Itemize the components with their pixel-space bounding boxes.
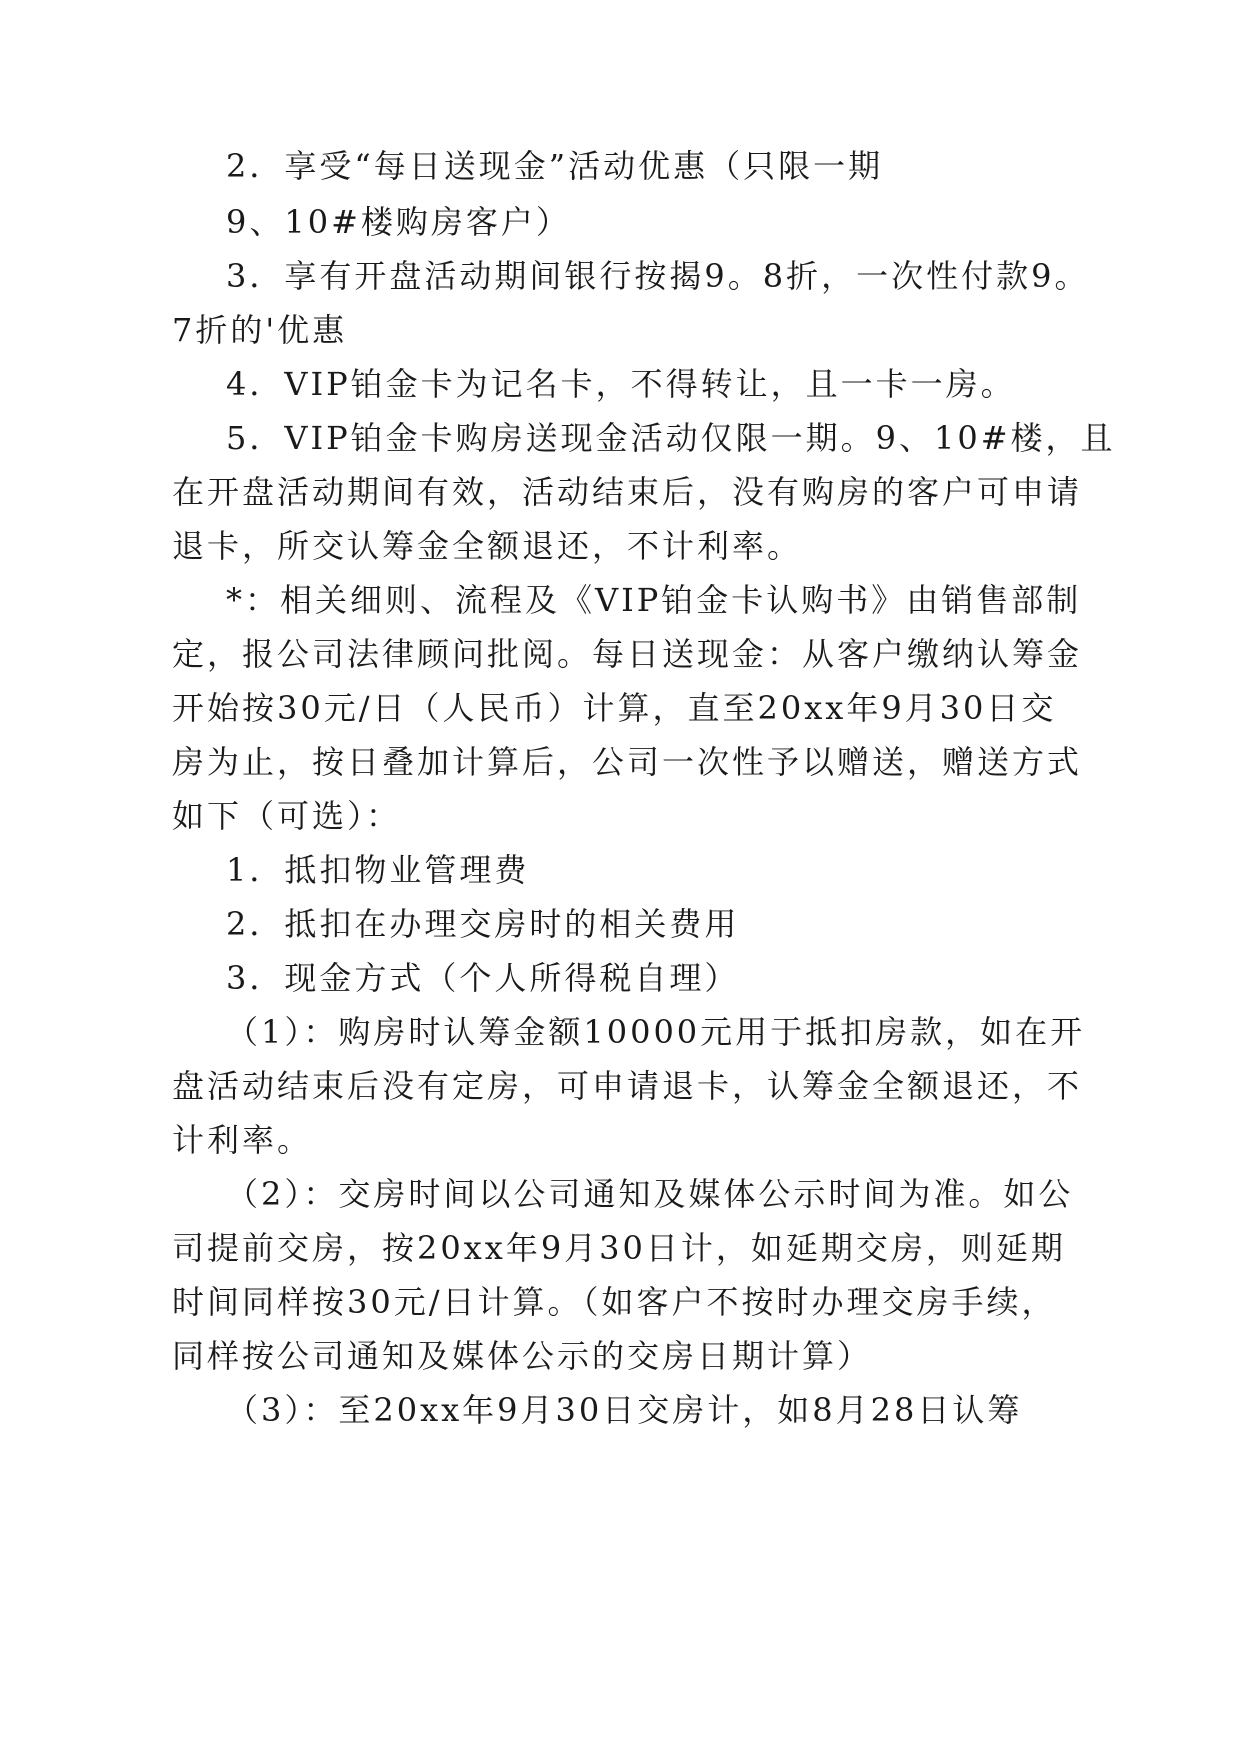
text-line: 司提前交房，按20xx年9月30日计，如延期交房，则延期	[172, 1229, 1066, 1267]
text-line: 房为止，按日叠加计算后，公司一次性予以赠送，赠送方式	[172, 743, 1083, 781]
text-line: 定，报公司法律顾问批阅。每日送现金：从客户缴纳认筹金	[172, 635, 1083, 673]
text-line: 开始按30元/日（人民币）计算，直至20xx年9月30日交	[172, 689, 1057, 727]
text-line: （3）：至20xx年9月30日交房计，如8月28日认筹	[226, 1391, 1023, 1429]
text-line: *：相关细则、流程及《VIP铂金卡认购书》由销售部制	[226, 581, 1082, 619]
text-line: 5．VIP铂金卡购房送现金活动仅限一期。9、10#楼，且	[226, 419, 1116, 457]
text-line: 7折的'优惠	[172, 311, 348, 349]
text-line: 时间同样按30元/日计算。（如客户不按时办理交房手续，	[172, 1283, 1057, 1321]
text-line: 计利率。	[172, 1121, 313, 1159]
text-line: （1）：购房时认筹金额10000元用于抵扣房款，如在开	[226, 1013, 1086, 1051]
text-line: 在开盘活动期间有效，活动结束后，没有购房的客户可申请	[172, 473, 1083, 511]
text-line: 退卡，所交认筹金全额退还，不计利率。	[172, 527, 803, 565]
text-line: 3．享有开盘活动期间银行按揭9。8折，一次性付款9。	[226, 257, 1090, 295]
text-line: 1．抵扣物业管理费	[226, 851, 530, 889]
text-line: 2．享受“每日送现金”活动优惠（只限一期	[226, 147, 884, 185]
text-line: 2．抵扣在办理交房时的相关费用	[226, 905, 740, 943]
text-line: 同样按公司通知及媒体公示的交房日期计算）	[172, 1337, 873, 1375]
text-line: 如下（可选）：	[172, 797, 402, 835]
text-line: 3．现金方式（个人所得税自理）	[226, 959, 740, 997]
text-line: 9、10#楼购房客户）	[226, 203, 571, 241]
text-line: （2）：交房时间以公司通知及媒体公示时间为准。如公	[226, 1175, 1074, 1213]
text-line: 4．VIP铂金卡为记名卡，不得转让，且一卡一房。	[226, 365, 1016, 403]
text-line: 盘活动结束后没有定房，可申请退卡，认筹金全额退还，不	[172, 1067, 1083, 1105]
